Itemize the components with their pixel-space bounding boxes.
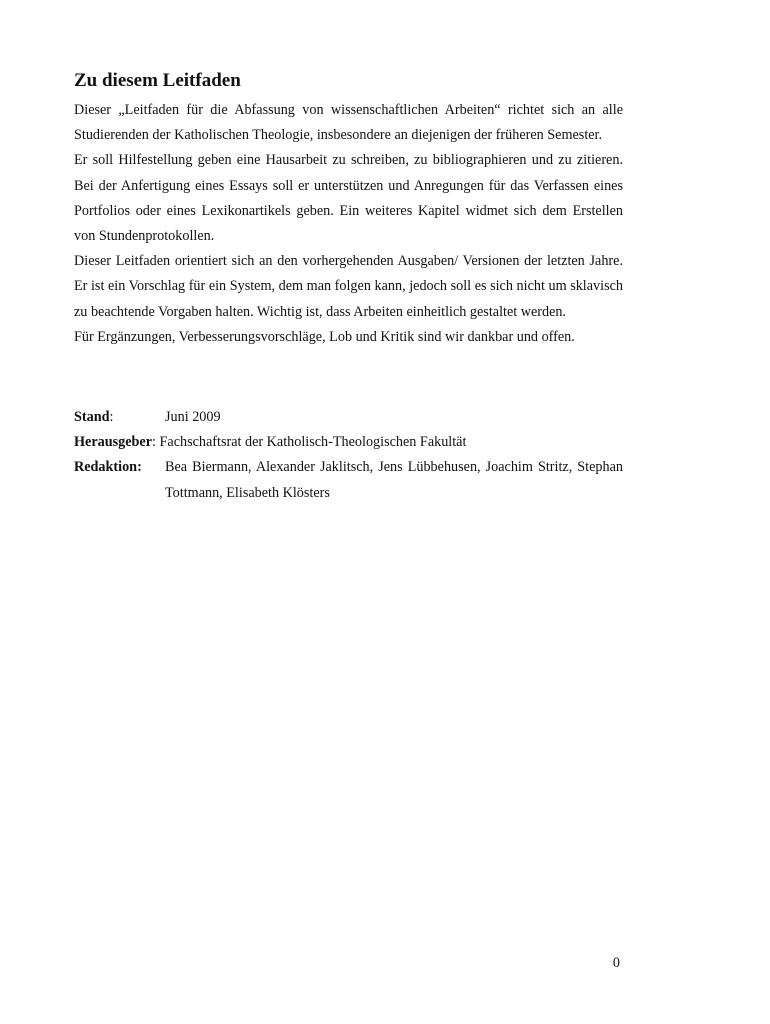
page-content [74, 68, 623, 506]
meta-stand-colon: : [109, 409, 114, 426]
meta-herausgeber-label: Herausgeber [74, 434, 153, 451]
paragraph-orientation: Dieser Leitfaden orientiert sich an den vorhergehenden Ausgaben/ Versionen der letzten Jahre. Er ist ein Vorschlag für ein System, dem man folgen kann, jedoch soll es sich nicht um sklavisch zu beachtende Vorgaben halten. Wichtig ist, dass Arbeiten einheitlich gestaltet werden. [74, 253, 623, 320]
meta-stand-label: Stand [74, 409, 110, 426]
paragraph-purpose: Er soll Hilfestellung geben eine Hausarbeit zu schreiben, zu bibliographieren und zu zitieren. Bei der Anfertigung eines Essays soll er unterstützen und Anregungen für das Verfassen eines Portfolios oder eines Lexikonartikels geben. Ein weiteres Kapitel widmet sich dem Erstellen von Stundenprotokollen. [74, 152, 623, 245]
paragraph-feedback: Für Ergänzungen, Verbesserungsvorschläge, Lob und Kritik sind wir dankbar und offen. [74, 328, 575, 345]
meta-herausgeber-value: Fachschaftsrat der Katholisch-Theologischen Fakultät [159, 434, 467, 451]
document-metadata [74, 405, 623, 506]
meta-herausgeber-row [74, 430, 623, 455]
meta-redaktion-row [74, 455, 623, 505]
meta-stand-row [74, 405, 623, 430]
meta-stand-value: Juni 2009 [165, 409, 221, 426]
meta-redaktion-label: Redaktion: [74, 459, 142, 476]
meta-herausgeber-colon: : [152, 434, 160, 451]
page-number: 0 [612, 955, 620, 971]
paragraph-intro: Dieser „Leitfaden für die Abfassung von wissenschaftlichen Arbeiten“ richtet sich an alle Studierenden der Katholischen Theologie, insbesondere an diejenigen der früheren Semester. [74, 102, 623, 144]
meta-stand-key [74, 405, 165, 430]
meta-redaktion-value: Bea Biermann, Alexander Jaklitsch, Jens Lübbehusen, Joachim Stritz, Stephan Tottmann, Elisabeth Klösters [165, 459, 623, 501]
page-title: Zu diesem Leitfaden [74, 70, 241, 91]
